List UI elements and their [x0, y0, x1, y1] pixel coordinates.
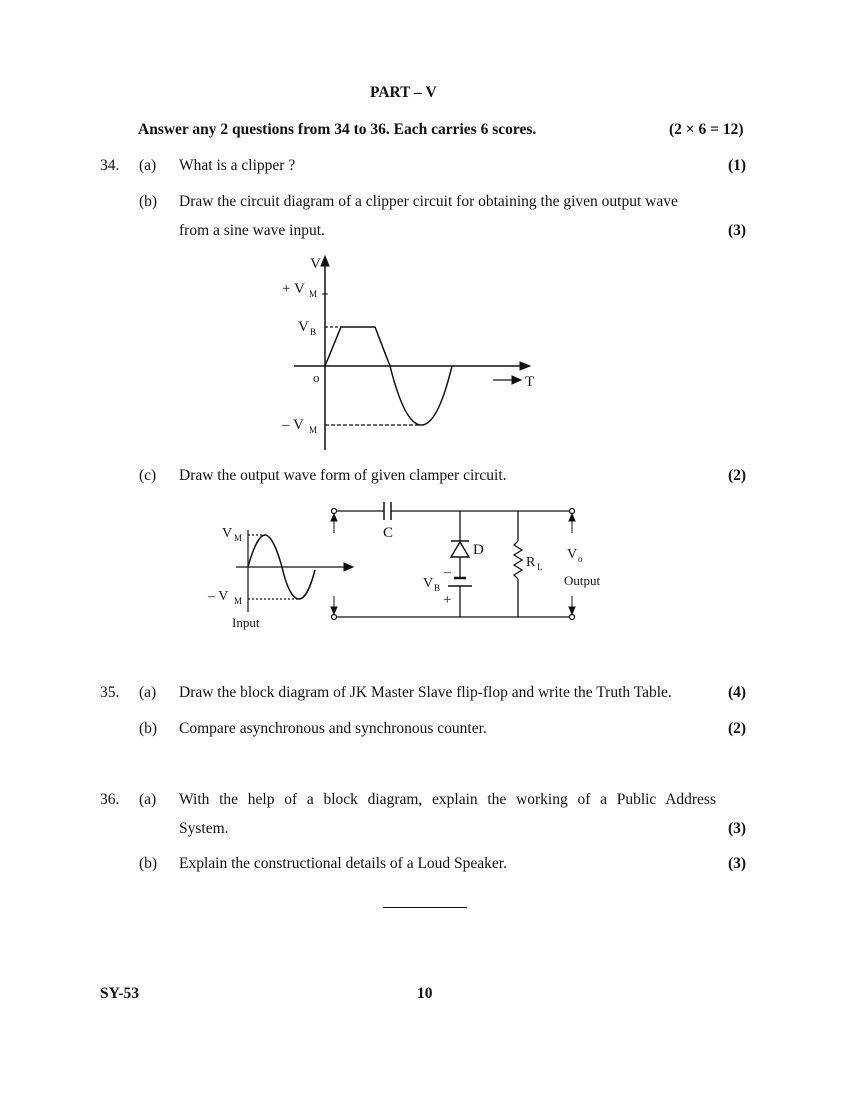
t-arrow-head — [512, 376, 521, 384]
diode-triangle — [451, 542, 469, 557]
input-terminal-top — [332, 509, 337, 514]
output-terminal-bottom — [570, 615, 575, 620]
output-v-label: V — [567, 547, 578, 562]
label-vb: V — [298, 319, 309, 335]
marks-35a: (4) — [728, 684, 747, 701]
question-number-35: 35. — [100, 684, 120, 701]
input-arrow-up-head — [331, 514, 337, 521]
marks-36b: (3) — [728, 855, 747, 872]
capacitor-label: C — [383, 525, 394, 541]
marks-34c: (2) — [728, 467, 747, 484]
marks-34a: (1) — [728, 157, 747, 174]
diode-label: D — [473, 542, 484, 558]
input-sine — [248, 535, 315, 599]
question-text-36b: Explain the constructional details of a Loud Speaker. — [179, 855, 507, 872]
part-label-35a: (a) — [139, 684, 157, 701]
marks-35b: (2) — [728, 720, 747, 737]
part-label-35b: (b) — [139, 720, 158, 737]
part-label-34a: (a) — [139, 157, 157, 174]
resistor-zigzag — [514, 541, 522, 579]
question-text-36a-line1: With the help of a block diagram, explain the working of a Public Address — [179, 791, 716, 808]
part-title: PART – V — [370, 84, 437, 101]
output-arrow-down-head — [569, 607, 575, 614]
output-label: Output — [564, 573, 601, 588]
label-vb-sub: B — [310, 327, 317, 337]
output-v-sub: o — [578, 554, 583, 564]
label-axis-v: V — [310, 256, 321, 272]
battery-label-sub: B — [434, 583, 441, 593]
question-text-36a-line2: System. — [179, 820, 229, 837]
graph-v-arrow — [321, 256, 329, 266]
clipped-waveform — [325, 327, 452, 425]
marks-total: (2 × 6 = 12) — [669, 121, 744, 138]
label-origin: o — [313, 370, 320, 385]
graph-h-arrow — [520, 362, 530, 370]
resistor-label-sub: L — [537, 562, 543, 572]
part-label-36a: (a) — [139, 791, 157, 808]
question-number-34: 34. — [100, 157, 120, 174]
label-axis-t: T — [525, 374, 535, 390]
question-text-35a: Draw the block diagram of JK Master Slave flip-flop and write the Truth Table. — [179, 684, 672, 701]
marks-34b: (3) — [728, 222, 747, 239]
output-arrow-up-head — [569, 514, 575, 521]
page-number: 10 — [417, 985, 433, 1002]
question-text-34c: Draw the output wave form of given clamper circuit. — [179, 467, 507, 484]
question-number-36: 36. — [100, 791, 120, 808]
battery-minus: – — [444, 565, 451, 580]
input-vm-sub: M — [234, 533, 243, 543]
question-text-35b: Compare asynchronous and synchronous counter. — [179, 720, 487, 737]
input-terminal-bottom — [332, 615, 337, 620]
question-text-34b-line2: from a sine wave input. — [179, 222, 325, 239]
output-terminal-top — [570, 509, 575, 514]
label-plus-vm: + V — [282, 281, 305, 297]
input-label: Input — [232, 615, 260, 630]
input-minus-vm-sub: M — [234, 596, 243, 606]
battery-plus: + — [443, 592, 452, 608]
input-h-arrow — [344, 563, 353, 571]
part-label-36b: (b) — [139, 855, 158, 872]
instruction: Answer any 2 questions from 34 to 36. Each carries 6 scores. — [138, 121, 537, 138]
input-arrow-down-head — [331, 607, 337, 614]
part-label-34b: (b) — [139, 193, 158, 210]
end-rule — [383, 907, 467, 908]
input-vm-label: V — [222, 526, 233, 541]
label-plus-vm-sub: M — [309, 289, 318, 299]
part-label-34c: (c) — [139, 467, 157, 484]
label-minus-vm-sub: M — [309, 425, 318, 435]
footer-code: SY-53 — [100, 985, 140, 1002]
battery-label: V — [423, 576, 434, 591]
question-text-34a: What is a clipper ? — [179, 157, 296, 174]
question-text-34b-line1: Draw the circuit diagram of a clipper circuit for obtaining the given output wave — [179, 193, 678, 210]
input-minus-vm-label: – V — [208, 589, 229, 604]
label-minus-vm: – V — [282, 417, 304, 433]
marks-36a: (3) — [728, 820, 747, 837]
resistor-label: R — [526, 555, 536, 570]
